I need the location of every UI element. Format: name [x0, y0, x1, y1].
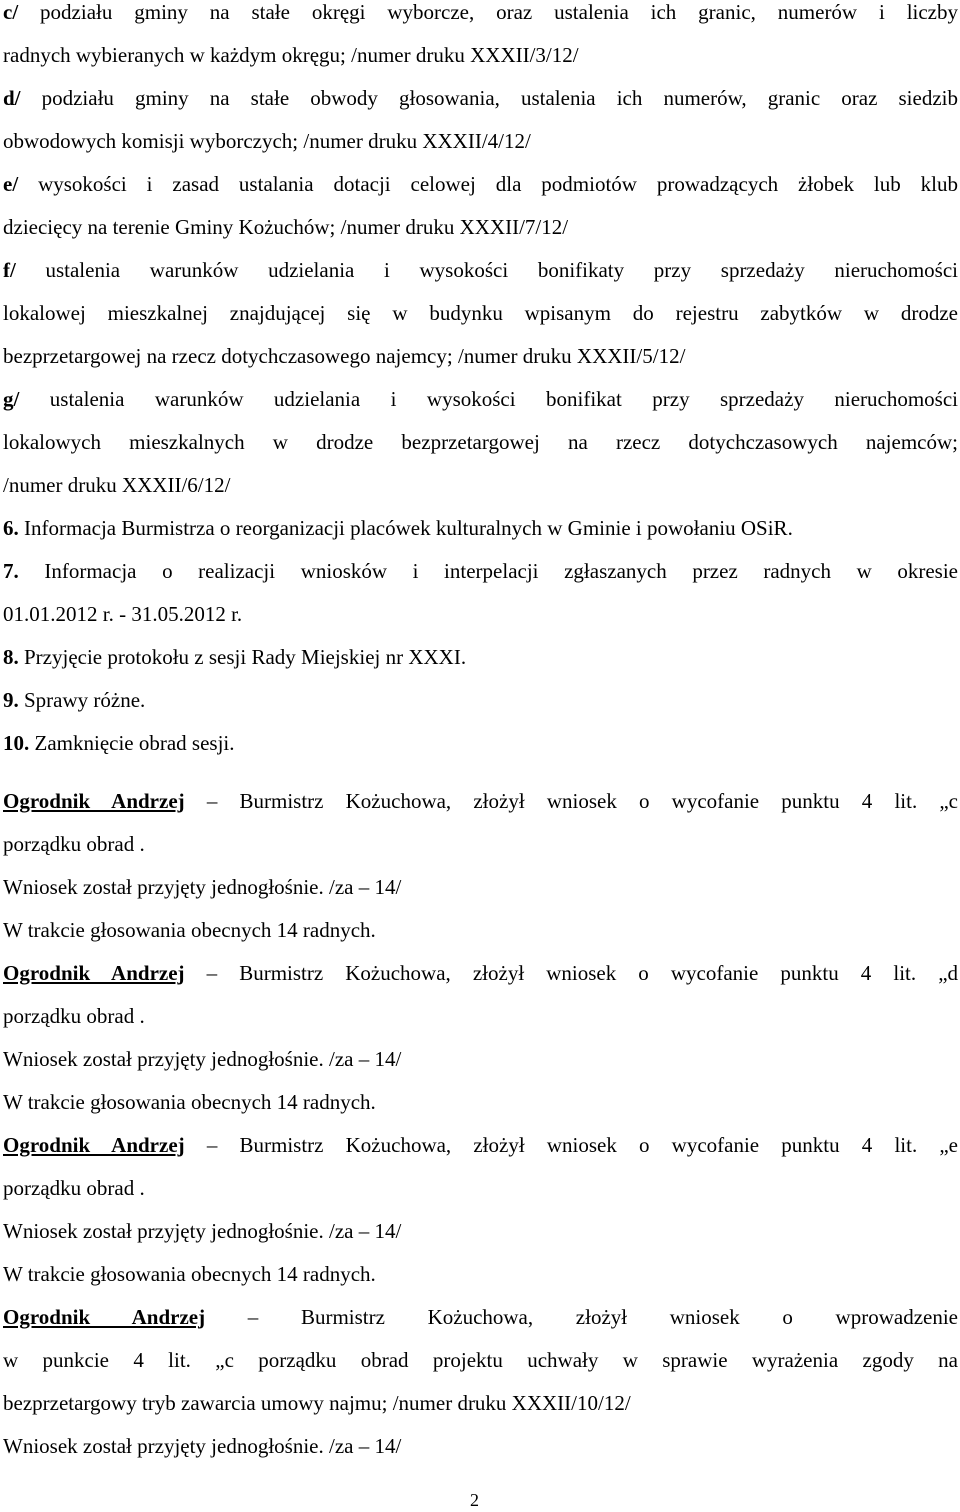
agenda-item-7-line-1 — [3, 559, 958, 602]
agenda-number: 10. — [3, 731, 30, 755]
agenda-item-10 — [3, 731, 958, 774]
motion-2-presence: W trakcie głosowania obecnych 14 radnych. — [3, 1090, 376, 1114]
agenda-number: 8. — [3, 645, 19, 669]
speaker-name: Ogrodnik Andrzej — [3, 1133, 185, 1157]
motion-text: – Burmistrz Kożuchowa, złożył wniosek o wycofanie punktu 4 lit. „e — [206, 1133, 958, 1157]
motion-text: – Burmistrz Kożuchowa, złożył wniosek o wprowadzenie — [247, 1305, 958, 1329]
item-label: g/ — [3, 387, 20, 411]
item-c-line-1 — [3, 0, 958, 43]
item-d-line-1 — [3, 86, 958, 129]
agenda-text: Sprawy różne. — [24, 688, 146, 712]
item-g-line-2: lokalowych mieszkalnych w drodze bezprzetargowej na rzecz dotychczasowych najemców; — [3, 430, 958, 454]
item-text: podziału gminy na stałe obwody głosowania, ustalenia ich numerów, granic oraz siedzib — [41, 86, 958, 110]
page-number: 2 — [470, 1490, 479, 1510]
item-text: podziału gminy na stałe okręgi wyborcze, oraz ustalenia ich granic, numerów i liczby — [40, 0, 958, 24]
motion-3-line-2: porządku obrad . — [3, 1176, 145, 1200]
motion-2-line-2: porządku obrad . — [3, 1004, 145, 1028]
motion-2-line-1 — [3, 961, 958, 1004]
item-text: ustalenia warunków udzielania i wysokości bonifikat przy sprzedaży nieruchomości — [49, 387, 958, 411]
motion-2-result: Wniosek został przyjęty jednogłośnie. /za – 14/ — [3, 1047, 402, 1071]
speaker-name: Ogrodnik Andrzej — [3, 1305, 206, 1329]
item-f-line-3: bezprzetargowej na rzecz dotychczasowego najemcy; /numer druku XXXII/5/12/ — [3, 344, 686, 368]
item-label: c/ — [3, 0, 19, 24]
motion-4-line-1 — [3, 1305, 958, 1348]
item-f-line-2: lokalowej mieszkalnej znajdującej się w budynku wpisanym do rejestru zabytków w drodze — [3, 301, 958, 325]
motion-3-presence: W trakcie głosowania obecnych 14 radnych. — [3, 1262, 376, 1286]
motion-3-line-1 — [3, 1133, 958, 1176]
agenda-number: 9. — [3, 688, 19, 712]
speaker-name: Ogrodnik Andrzej — [3, 961, 185, 985]
agenda-text: Informacja Burmistrza o reorganizacji placówek kulturalnych w Gminie i powołaniu OSiR. — [24, 516, 793, 540]
item-f-line-1 — [3, 258, 958, 301]
item-e-line-1 — [3, 172, 958, 215]
motion-1-result: Wniosek został przyjęty jednogłośnie. /za – 14/ — [3, 875, 402, 899]
item-c-line-2: radnych wybieranych w każdym okręgu; /numer druku XXXII/3/12/ — [3, 43, 579, 67]
motion-1-presence: W trakcie głosowania obecnych 14 radnych. — [3, 918, 376, 942]
motion-4-result: Wniosek został przyjęty jednogłośnie. /za – 14/ — [3, 1434, 402, 1458]
agenda-text: Informacja o realizacji wniosków i interpelacji zgłaszanych przez radnych w okresie — [44, 559, 958, 583]
motion-1-line-2: porządku obrad . — [3, 832, 145, 856]
agenda-number: 6. — [3, 516, 19, 540]
motion-1-line-1 — [3, 789, 958, 832]
item-label: f/ — [3, 258, 16, 282]
motion-text: – Burmistrz Kożuchowa, złożył wniosek o wycofanie punktu 4 lit. „d — [206, 961, 958, 985]
item-label: e/ — [3, 172, 19, 196]
agenda-text: Przyjęcie protokołu z sesji Rady Miejskiej nr XXXI. — [24, 645, 467, 669]
item-d-line-2: obwodowych komisji wyborczych; /numer druku XXXII/4/12/ — [3, 129, 531, 153]
motion-4-line-2: w punkcie 4 lit. „c porządku obrad projektu uchwały w sprawie wyrażenia zgody na — [3, 1348, 958, 1372]
item-text: wysokości i zasad ustalania dotacji celowej dla podmiotów prowadzących żłobek lub klub — [38, 172, 958, 196]
item-e-line-2: dziecięcy na terenie Gminy Kożuchów; /numer druku XXXII/7/12/ — [3, 215, 569, 239]
item-g-line-3: /numer druku XXXII/6/12/ — [3, 473, 231, 497]
agenda-text: Zamknięcie obrad sesji. — [34, 731, 235, 755]
agenda-item-7-line-2: 01.01.2012 r. - 31.05.2012 r. — [3, 602, 243, 626]
agenda-number: 7. — [3, 559, 19, 583]
agenda-item-9 — [3, 688, 958, 731]
agenda-item-8 — [3, 645, 958, 688]
item-label: d/ — [3, 86, 21, 110]
item-g-line-1 — [3, 387, 958, 430]
motion-4-line-3: bezprzetargowy tryb zawarcia umowy najmu; /numer druku XXXII/10/12/ — [3, 1391, 631, 1415]
motion-3-result: Wniosek został przyjęty jednogłośnie. /za – 14/ — [3, 1219, 402, 1243]
speaker-name: Ogrodnik Andrzej — [3, 789, 185, 813]
motion-text: – Burmistrz Kożuchowa, złożył wniosek o wycofanie punktu 4 lit. „c — [206, 789, 958, 813]
item-text: ustalenia warunków udzielania i wysokości bonifikaty przy sprzedaży nieruchomości — [45, 258, 958, 282]
agenda-item-6 — [3, 516, 958, 559]
